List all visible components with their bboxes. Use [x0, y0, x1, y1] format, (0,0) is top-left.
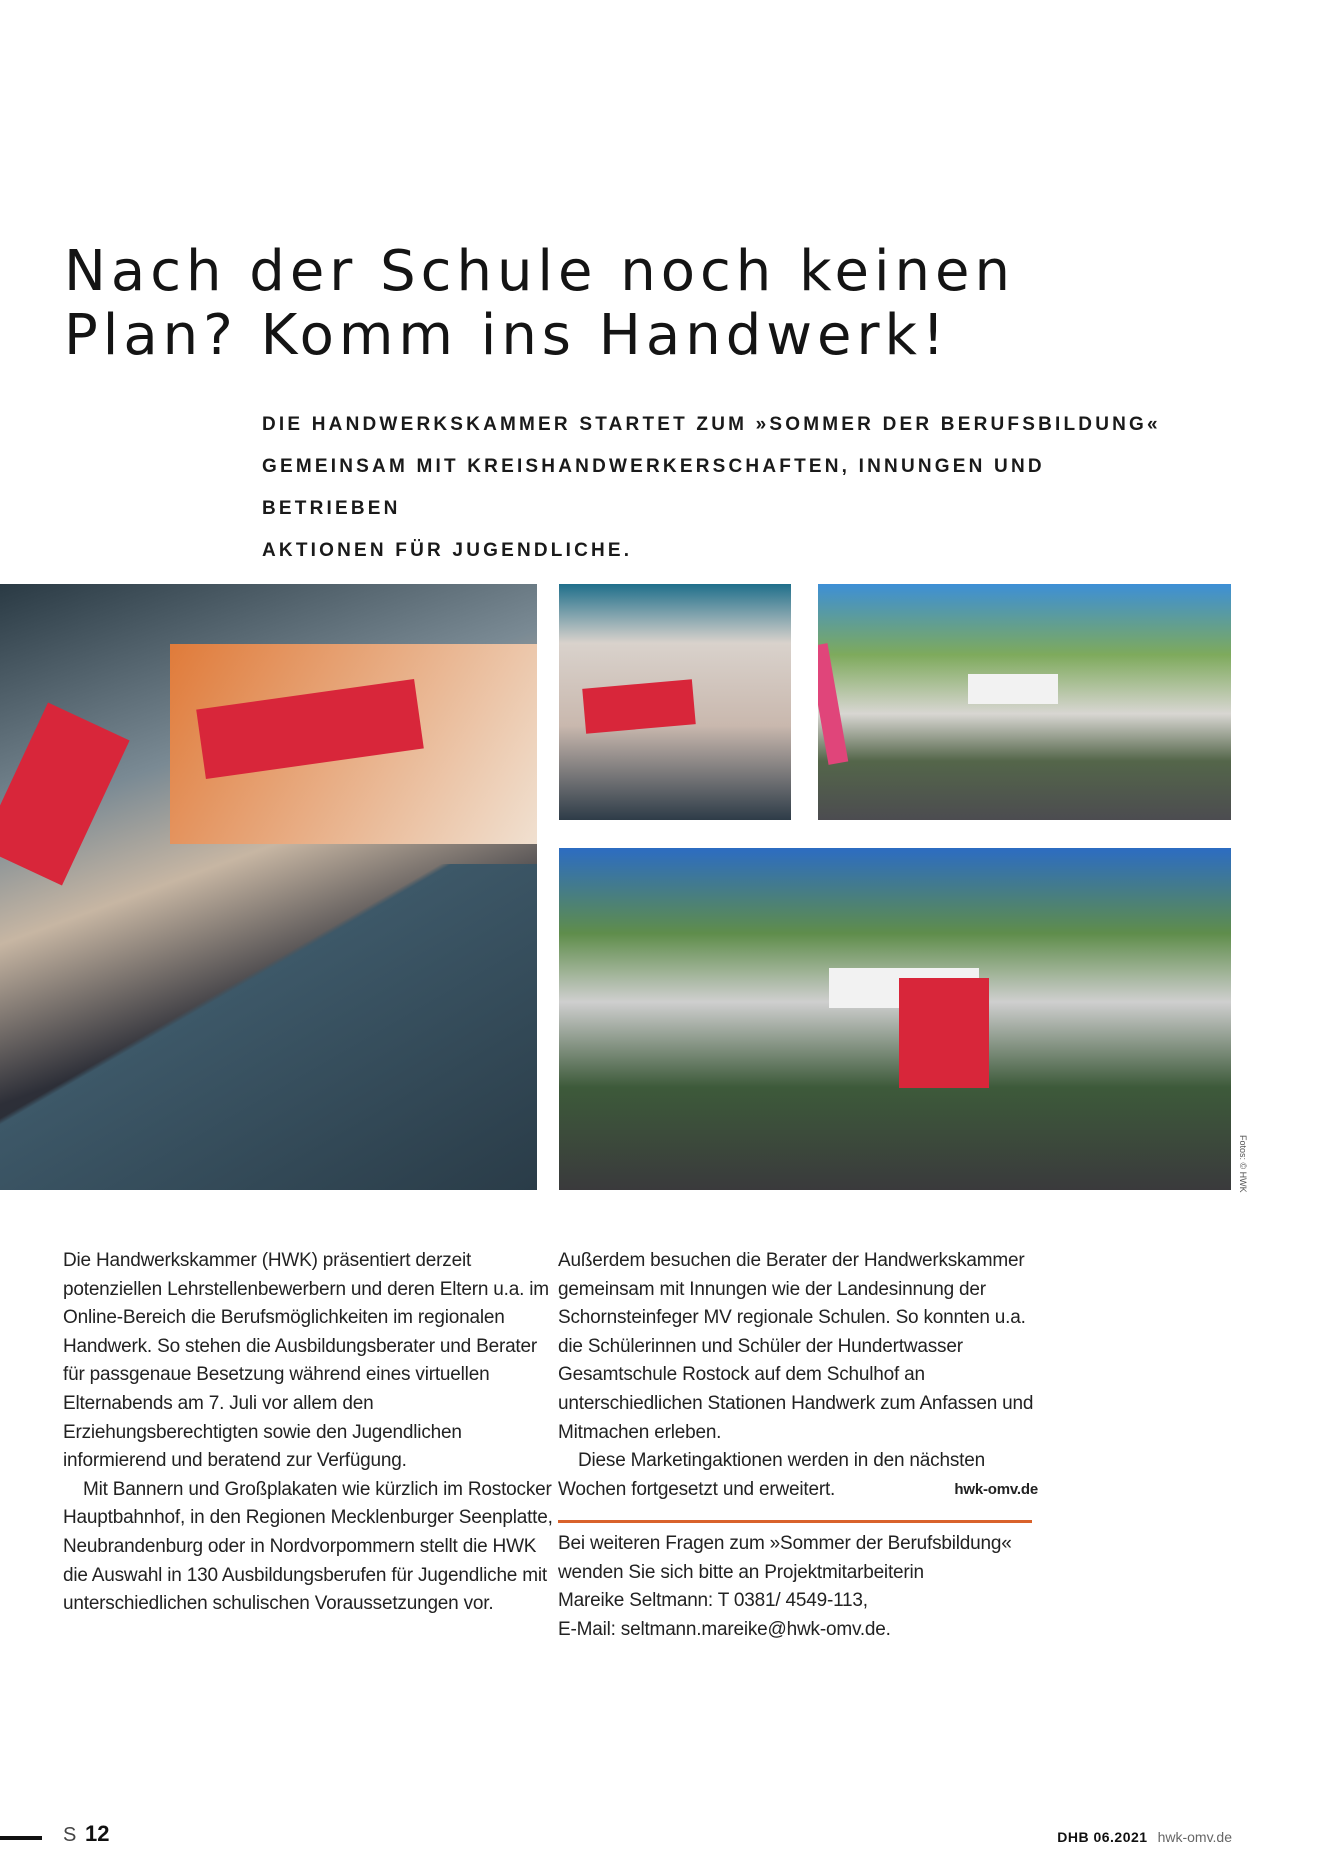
photo-schoolyard-top	[818, 584, 1231, 820]
body-column-1	[63, 1247, 553, 1619]
paragraph: Außerdem besuchen die Berater der Handwerkskammer gemeinsam mit Innungen wie der Landesinnung der Schornsteinfeger MV regionale Schulen. So konnten u.a. die Schülerinnen und Schüler der Hundertwasser Gesamtschule Rostock auf dem Schulhof an unterschiedlichen Stationen Handwerk zum Anfassen und Mitmachen erleben.	[558, 1250, 1034, 1443]
lead-line: AKTIONEN FÜR JUGENDLICHE.	[262, 540, 633, 561]
website-link[interactable]: hwk-omv.de	[954, 1480, 1038, 1498]
lead-line: DIE HANDWERKSKAMMER STARTET ZUM »SOMMER DER BERUFSBILDUNG«	[262, 414, 1161, 435]
body-column-2	[558, 1247, 1038, 1504]
footer-bar	[0, 1836, 42, 1840]
page-number: 12	[85, 1821, 110, 1846]
paragraph: Mit Bannern und Großplakaten wie kürzlich im Rostocker Hauptbahnhof, in den Regionen Mecklenburger Seenplatte, Neubrandenburg oder in Nordvorpommern stellt die HWK die Auswahl in 130 Ausbildungsberufen für Jugendliche mit unterschiedlichen schulischen Voraussetzungen vor.	[63, 1478, 553, 1615]
photo-poster-small	[559, 584, 791, 820]
footer-site[interactable]: hwk-omv.de	[1157, 1829, 1232, 1845]
paragraph	[558, 1447, 1038, 1504]
page-prefix: S	[63, 1824, 77, 1846]
contact-line: wenden Sie sich bitte an Projektmitarbeiterin	[558, 1561, 924, 1583]
orange-divider	[558, 1520, 1032, 1523]
article-title	[64, 240, 1015, 368]
title-line: Nach der Schule noch keinen	[64, 239, 1015, 304]
contact-line: Mareike Seltmann: T 0381/ 4549-113,	[558, 1590, 868, 1612]
lead-line: GEMEINSAM MIT KREISHANDWERKERSCHAFTEN, INNUNGEN UND BETRIEBEN	[262, 456, 1045, 519]
photo-credit: Fotos: © HWK	[1238, 1135, 1248, 1193]
paragraph: Die Handwerkskammer (HWK) präsentiert derzeit potenziellen Lehrstellenbewerbern und deren Eltern u.a. im Online-Bereich die Berufsmöglichkeiten im regionalen Handwerk. So stehen die Ausbildungsberater und Berater für passgenaue Besetzung während eines virtuellen Elternabends am 7. Juli vor allem den Erziehungsberechtigten sowie den Jugendlichen informierend und beratend zur Verfügung.	[63, 1250, 549, 1472]
contact-line: Bei weiteren Fragen zum »Sommer der Berufsbildung«	[558, 1533, 1012, 1554]
footer-issue	[1057, 1829, 1232, 1845]
issue-label: DHB 06.2021	[1057, 1829, 1148, 1845]
photo-stairway-poster	[0, 584, 537, 1190]
contact-box	[558, 1530, 1038, 1644]
article-lead	[262, 404, 1162, 572]
paragraph-text: Diese Marketingaktionen werden in den nächsten Wochen fortgesetzt und erweitert.	[558, 1450, 985, 1500]
title-line: Plan? Komm ins Handwerk!	[64, 303, 950, 368]
contact-email[interactable]: E-Mail: seltmann.mareike@hwk-omv.de.	[558, 1618, 891, 1640]
photo-schoolyard-bottom	[559, 848, 1231, 1190]
